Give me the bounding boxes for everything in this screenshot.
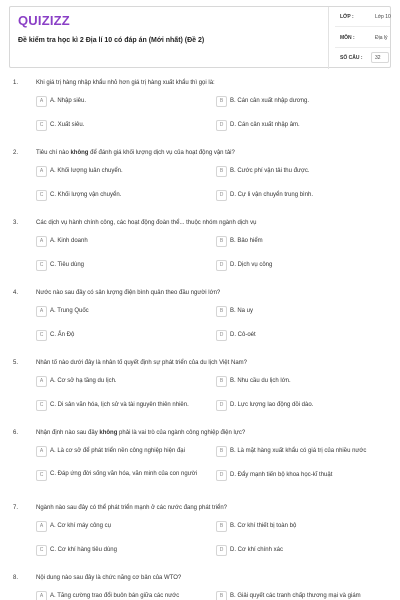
quizizz-logo[interactable]: QUIZIZZ [18,13,70,28]
option-letter: C [36,400,47,411]
option-text: B. Cán cân xuất nhập dương. [230,98,310,104]
document-header [9,6,391,68]
option-text: B. Là mặt hàng xuất khẩu có giá trị của nhiều nước [230,448,367,454]
question-number: 1. [13,80,19,86]
option-letter: C [36,260,47,271]
option-c[interactable] [36,190,206,206]
option-text: B. Cước phí vận tải thu được. [230,168,310,174]
document-title: Đề kiểm tra học kì 2 Địa lí 10 có đáp án (Mới nhất) (Đề 2) [18,37,205,44]
option-letter: C [36,190,47,201]
option-letter: B [216,96,227,107]
option-b[interactable] [216,376,386,392]
option-text: A. Tăng cường trao đổi buôn bán giữa các nước [50,593,180,599]
emphasis-text: không [99,430,118,436]
question-text: Các dịch vụ hành chính công, các hoạt động đoàn thể... thuộc nhóm ngành dịch vụ [36,220,257,226]
meta-label: LỚP : [340,14,354,20]
option-letter: D [216,330,227,341]
option-c[interactable] [36,260,206,276]
meta-class [329,7,393,27]
option-letter: D [216,190,227,201]
emphasis-text: không [70,150,89,156]
option-c[interactable] [36,545,206,561]
question-text: Nội dung nào sau đây là chức năng cơ bản của WTO? [36,575,182,581]
option-b[interactable] [216,446,386,462]
option-text: D. Cơ khí chính xác [230,547,283,553]
option-letter: C [36,545,47,556]
meta-panel [328,7,392,69]
option-text: D. Cự li vận chuyển trung bình. [230,192,314,198]
question-text: Khi giá trị hàng nhập khẩu nhỏ hơn giá trị hàng xuất khẩu thì gọi là: [36,80,215,86]
option-a[interactable] [36,166,206,182]
option-text: C. Xuất siêu. [50,122,85,128]
option-letter: B [216,306,227,317]
option-a[interactable] [36,306,206,322]
question-number: 6. [13,430,19,436]
option-text: A. Cơ khí máy công cụ [50,523,111,529]
option-c[interactable] [36,330,206,346]
option-a[interactable] [36,376,206,392]
option-letter: D [216,260,227,271]
question-text: Nhân tố nào dưới đây là nhân tố quyết định sự phát triển của du lịch Việt Nam? [36,360,247,366]
option-text: C. Đáp ứng đời sống văn hóa, văn minh của con người [50,471,197,477]
option-text: D. Cán cân xuất nhập âm. [230,122,300,128]
option-c[interactable] [36,120,206,136]
option-d[interactable] [216,120,386,136]
option-text: B. Na uy [230,308,254,314]
option-a[interactable] [36,591,206,600]
option-text: D. Cô-oét [230,332,256,338]
option-b[interactable] [216,236,386,252]
option-text: A. Là cơ sở để phát triển nền công nghiệp hiện đại [50,448,185,454]
option-text: B. Giải quyết các tranh chấp thương mại và giám [230,593,361,599]
option-letter: A [36,591,47,600]
question-text: Tiêu chí nào không để đánh giá khối lượng dịch vụ của hoạt động vận tải? [36,150,235,156]
option-text: B. Cơ khí thiết bị toàn bộ [230,523,297,529]
meta-value: Địa lý [375,35,388,41]
option-b[interactable] [216,521,386,537]
option-text: C. Di sản văn hóa, lịch sử và tài nguyên thiên nhiên. [50,402,189,408]
option-text: C. Tiêu dùng [50,262,85,268]
option-b[interactable] [216,591,386,600]
meta-subject [329,28,393,48]
option-d[interactable] [216,260,386,276]
option-letter: A [36,236,47,247]
option-a[interactable] [36,521,206,537]
option-letter: B [216,521,227,532]
option-letter: B [216,236,227,247]
option-d[interactable] [216,400,386,416]
option-letter: D [216,400,227,411]
question-number: 8. [13,575,19,581]
option-letter: C [36,470,47,481]
question-text: Nước nào sau đây có sản lượng điện bình quân theo đầu người lớn? [36,290,221,296]
question-number: 2. [13,150,19,156]
question-text: Ngành nào sau đây có thể phát triển mạnh ở các nước đang phát triển? [36,505,228,511]
option-text: A. Cơ sở hạ tầng du lịch. [50,378,117,384]
option-text: B. Nhu cầu du lịch lớn. [230,378,291,384]
option-text: A. Nhập siêu. [50,98,87,104]
meta-value: 32 [375,55,381,61]
option-letter: A [36,166,47,177]
option-c[interactable] [36,470,206,486]
option-d[interactable] [216,470,386,486]
meta-label: MÔN : [340,35,355,41]
option-b[interactable] [216,96,386,112]
option-letter: B [216,166,227,177]
option-b[interactable] [216,166,386,182]
option-text: C. Ấn Độ [50,332,75,338]
meta-question-count [329,48,393,68]
meta-label: SỐ CÂU : [340,55,363,61]
option-b[interactable] [216,306,386,322]
meta-value: Lớp 10 [375,14,391,20]
option-letter: D [216,470,227,481]
option-letter: A [36,96,47,107]
option-letter: A [36,521,47,532]
option-letter: B [216,446,227,457]
option-d[interactable] [216,330,386,346]
option-letter: B [216,376,227,387]
option-letter: C [36,120,47,131]
option-letter: C [36,330,47,341]
option-d[interactable] [216,190,386,206]
option-letter: B [216,591,227,600]
question-number: 3. [13,220,19,226]
option-letter: D [216,120,227,131]
option-text: C. Khối lượng vận chuyển. [50,192,122,198]
option-text: A. Khối lượng luân chuyển. [50,168,123,174]
option-text: D. Dịch vụ công [230,262,273,268]
option-text: C. Cơ khí hàng tiêu dùng [50,547,117,553]
option-text: A. Kinh doanh [50,238,88,244]
option-letter: A [36,306,47,317]
question-number: 4. [13,290,19,296]
option-text: B. Bảo hiểm [230,238,263,244]
question-number: 7. [13,505,19,511]
option-c[interactable] [36,400,206,416]
option-letter: A [36,446,47,457]
option-text: A. Trung Quốc [50,308,89,314]
question-text: Nhận định nào sau đây không phải là vai trò của ngành công nghiệp điện lực? [36,430,246,436]
option-d[interactable] [216,545,386,561]
option-letter: D [216,545,227,556]
option-text: D. Đẩy mạnh tiến bộ khoa học-kĩ thuật [230,472,333,478]
question-number: 5. [13,360,19,366]
option-text: D. Lực lượng lao động dồi dào. [230,402,314,408]
option-letter: A [36,376,47,387]
option-a[interactable] [36,96,206,112]
option-a[interactable] [36,446,206,462]
option-a[interactable] [36,236,206,252]
